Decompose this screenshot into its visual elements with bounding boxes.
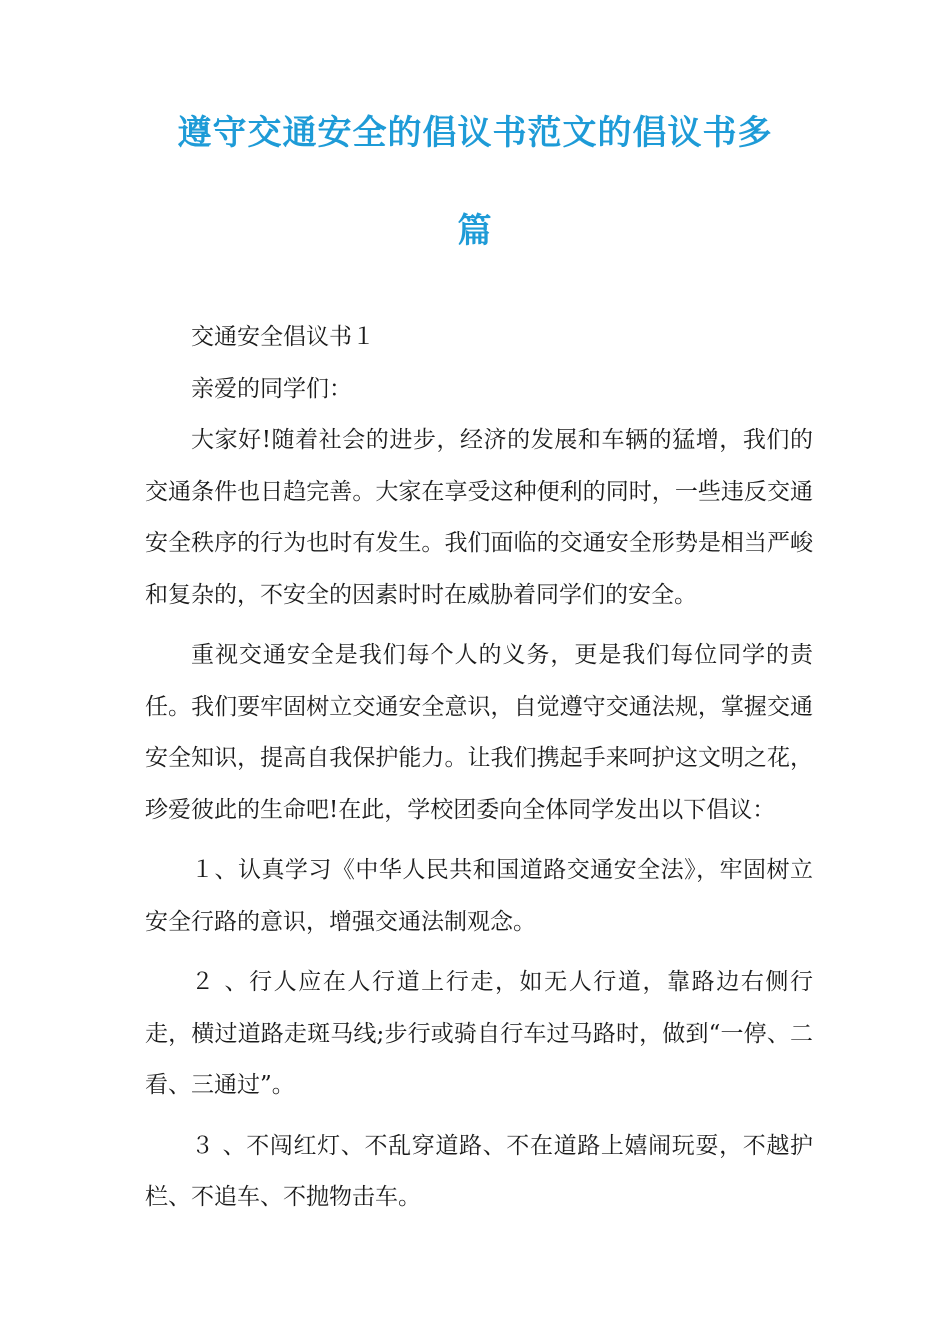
document-title-line-1: 遵守交通安全的倡议书范文的倡议书多 (177, 113, 773, 153)
paragraph-responsibility: 重视交通安全是我们每个人的义务，更是我们每位同学的责任。我们要牢固树立交通安全意识，自觉遵守交通法规，掌握交通安全知识，提高自我保护能力。让我们携起手来呵护这文明之花，珍爱彼此的生命吧!在此，学校团委向全体同学发出以下倡议： (145, 642, 813, 823)
document-body (145, 312, 813, 1224)
paragraph-item-3: ３ 、不闯红灯、不乱穿道路、不在道路上嬉闹玩耍，不越护栏、不追车、不抛物击车。 (145, 1132, 813, 1210)
paragraph-item-1: １、认真学习《中华人民共和国道路交通安全法》，牢固树立安全行路的意识，增强交通法制观念。 (145, 857, 813, 935)
paragraph-intro: 大家好!随着社会的进步，经济的发展和车辆的猛增，我们的交通条件也日趋完善。大家在享受这种便利的同时，一些违反交通安全秩序的行为也时有发生。我们面临的交通安全形势是相当严峻和复杂的，不安全的因素时时在威胁着同学们的安全。 (145, 427, 813, 608)
paragraph-item-2: ２ 、行人应在人行道上行走，如无人行道，靠路边右侧行走，横过道路走斑马线;步行或骑自行车过马路时，做到“一停、二看、三通过”。 (145, 969, 813, 1098)
paragraph-salutation: 亲爱的同学们： (191, 375, 352, 402)
paragraph-heading: 交通安全倡议书１ (191, 324, 375, 350)
document-title-line-2: 篇 (457, 211, 493, 251)
